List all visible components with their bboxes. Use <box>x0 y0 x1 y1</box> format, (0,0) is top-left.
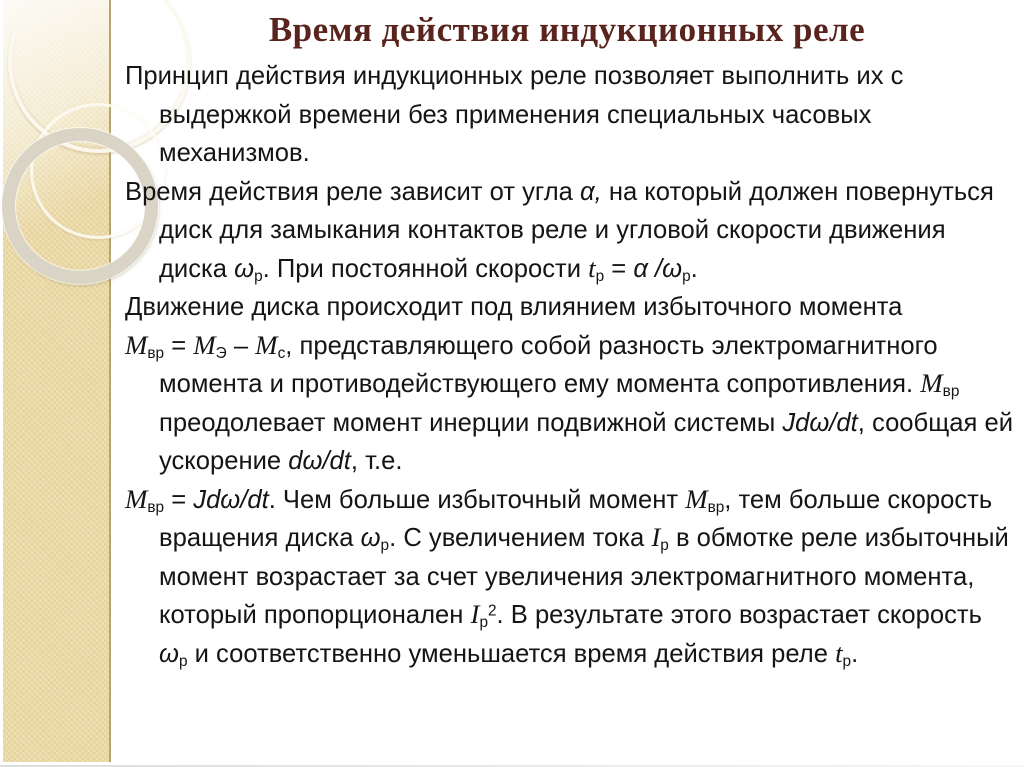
paragraph: Mвр = MЭ – Mс, представляющего собой разность электромагнитного момента и противодействующего ему момента сопротивления. Mвр преодолевает момент инерции подвижной системы Jdω/dt, сообщая ей ускорение dω/dt, т.е. <box>125 329 1013 475</box>
slide-body-text <box>125 57 1015 673</box>
left-decorative-strip <box>3 0 111 762</box>
title-row <box>110 8 1024 52</box>
slide-title: Время действия индукционных реле <box>268 10 866 49</box>
paragraph: Mвр = Jdω/dt. Чем больше избыточный момент Mвр, тем больше скорость вращения диска ωр. С увеличением тока Iр в обмотке реле избыточный момент возрастает за счет увеличения электромагнитного момента, который пропорционален $Iр^2$. В результате этого возрастает скорость ωр и соответственно уменьшается время действия реле tр. <box>125 483 1009 670</box>
paragraph: Время действия реле зависит от угла α, на который должен повернуться диск для замыкания контактов реле и угловой скорости движения диска ωр. При постоянной скорости tр = α /ωр. <box>125 177 994 285</box>
paragraph: Принцип действия индукционных реле позволяет выполнить их с выдержкой времени без применения специальных часовых механизмов. <box>125 62 904 167</box>
paragraph: Движение диска происходит под влиянием избыточного момента <box>125 293 903 321</box>
